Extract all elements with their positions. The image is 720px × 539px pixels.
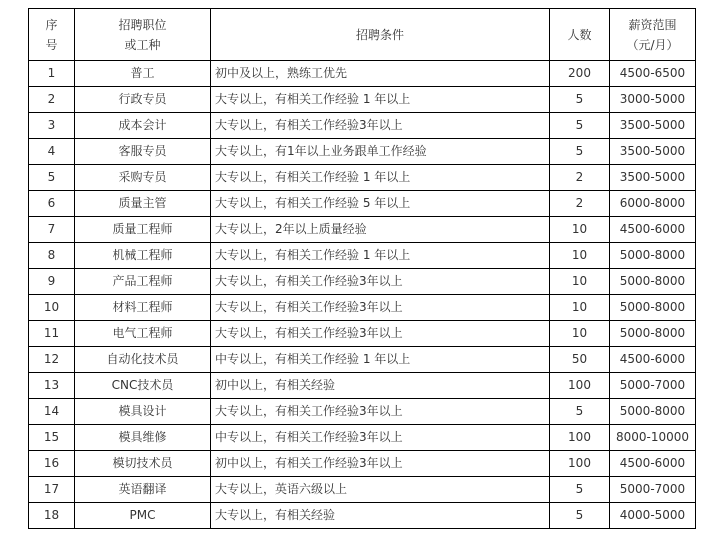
header-salary-line1: 薪资范围 [628,17,677,32]
cell-position: 质量工程师 [75,217,211,243]
cell-requirements: 大专以上，英语六级以上 [211,477,550,503]
header-position [75,9,211,61]
cell-position: 采购专员 [75,165,211,191]
cell-headcount: 200 [550,61,610,87]
cell-salary: 4000-5000 [610,503,696,529]
cell-requirements: 大专以上，有相关工作经验 5 年以上 [211,191,550,217]
cell-index: 12 [29,347,75,373]
cell-position: 模具设计 [75,399,211,425]
cell-salary: 5000-8000 [610,269,696,295]
table-body [29,61,696,529]
cell-headcount: 50 [550,347,610,373]
cell-salary: 3500-5000 [610,113,696,139]
cell-requirements: 大专以上，有相关工作经验 1 年以上 [211,87,550,113]
cell-position: PMC [75,503,211,529]
cell-headcount: 2 [550,191,610,217]
cell-index: 2 [29,87,75,113]
cell-headcount: 5 [550,399,610,425]
cell-index: 6 [29,191,75,217]
cell-salary: 4500-6000 [610,347,696,373]
header-headcount: 人数 [550,9,610,61]
cell-salary: 5000-7000 [610,373,696,399]
table-row [29,347,696,373]
header-salary [610,9,696,61]
cell-index: 13 [29,373,75,399]
cell-headcount: 5 [550,503,610,529]
cell-headcount: 5 [550,87,610,113]
table-row [29,477,696,503]
table-row [29,191,696,217]
cell-requirements: 大专以上，2年以上质量经验 [211,217,550,243]
cell-index: 17 [29,477,75,503]
cell-position: 模切技术员 [75,451,211,477]
cell-index: 8 [29,243,75,269]
table-row [29,139,696,165]
cell-position: 英语翻译 [75,477,211,503]
table-row [29,217,696,243]
cell-salary: 4500-6000 [610,217,696,243]
cell-index: 9 [29,269,75,295]
cell-position: CNC技术员 [75,373,211,399]
cell-requirements: 大专以上，有相关工作经验 1 年以上 [211,243,550,269]
cell-headcount: 10 [550,243,610,269]
cell-salary: 3000-5000 [610,87,696,113]
table-row [29,451,696,477]
header-index-line2: 号 [45,37,58,52]
cell-headcount: 5 [550,139,610,165]
cell-index: 3 [29,113,75,139]
header-requirements: 招聘条件 [211,9,550,61]
cell-headcount: 100 [550,451,610,477]
cell-requirements: 初中以上，有相关工作经验3年以上 [211,451,550,477]
cell-requirements: 中专以上，有相关工作经验 1 年以上 [211,347,550,373]
cell-requirements: 初中及以上，熟练工优先 [211,61,550,87]
cell-headcount: 100 [550,425,610,451]
cell-salary: 3500-5000 [610,165,696,191]
cell-salary: 5000-8000 [610,295,696,321]
cell-position: 质量主管 [75,191,211,217]
cell-headcount: 10 [550,217,610,243]
cell-headcount: 10 [550,295,610,321]
cell-requirements: 大专以上，有相关工作经验3年以上 [211,113,550,139]
cell-requirements: 大专以上，有相关经验 [211,503,550,529]
cell-requirements: 大专以上，有相关工作经验3年以上 [211,269,550,295]
table-row [29,321,696,347]
cell-headcount: 5 [550,113,610,139]
cell-index: 16 [29,451,75,477]
cell-position: 客服专员 [75,139,211,165]
cell-index: 18 [29,503,75,529]
cell-requirements: 大专以上，有相关工作经验 1 年以上 [211,165,550,191]
cell-requirements: 初中以上，有相关经验 [211,373,550,399]
cell-position: 普工 [75,61,211,87]
header-index-line1: 序 [45,17,58,32]
cell-headcount: 2 [550,165,610,191]
table-row [29,61,696,87]
cell-index: 5 [29,165,75,191]
header-position-line2: 或工种 [124,37,161,52]
table-row [29,295,696,321]
cell-headcount: 10 [550,269,610,295]
cell-position: 模具维修 [75,425,211,451]
cell-requirements: 大专以上，有相关工作经验3年以上 [211,321,550,347]
header-index [29,9,75,61]
cell-position: 成本会计 [75,113,211,139]
cell-headcount: 100 [550,373,610,399]
cell-salary: 5000-7000 [610,477,696,503]
cell-requirements: 大专以上，有相关工作经验3年以上 [211,295,550,321]
cell-position: 行政专员 [75,87,211,113]
cell-requirements: 大专以上，有1年以上业务跟单工作经验 [211,139,550,165]
table-row [29,269,696,295]
cell-salary: 5000-8000 [610,399,696,425]
cell-headcount: 5 [550,477,610,503]
cell-requirements: 中专以上，有相关工作经验3年以上 [211,425,550,451]
table-row [29,165,696,191]
table-row [29,243,696,269]
cell-requirements: 大专以上，有相关工作经验3年以上 [211,399,550,425]
cell-salary: 5000-8000 [610,321,696,347]
cell-salary: 8000-10000 [610,425,696,451]
table-row [29,399,696,425]
cell-index: 11 [29,321,75,347]
table-row [29,373,696,399]
cell-salary: 3500-5000 [610,139,696,165]
cell-salary: 4500-6500 [610,61,696,87]
header-position-line1: 招聘职位 [118,17,167,32]
cell-index: 4 [29,139,75,165]
table-row [29,425,696,451]
cell-index: 7 [29,217,75,243]
cell-position: 机械工程师 [75,243,211,269]
cell-position: 产品工程师 [75,269,211,295]
table-row [29,113,696,139]
cell-index: 1 [29,61,75,87]
cell-position: 材料工程师 [75,295,211,321]
cell-position: 自动化技术员 [75,347,211,373]
cell-salary: 6000-8000 [610,191,696,217]
table-row [29,503,696,529]
header-salary-line2: （元/月） [626,37,679,52]
cell-headcount: 10 [550,321,610,347]
cell-salary: 5000-8000 [610,243,696,269]
cell-index: 14 [29,399,75,425]
table-header-row [29,9,696,61]
cell-index: 10 [29,295,75,321]
cell-salary: 4500-6000 [610,451,696,477]
cell-index: 15 [29,425,75,451]
table-row [29,87,696,113]
cell-position: 电气工程师 [75,321,211,347]
recruitment-table [28,8,696,529]
